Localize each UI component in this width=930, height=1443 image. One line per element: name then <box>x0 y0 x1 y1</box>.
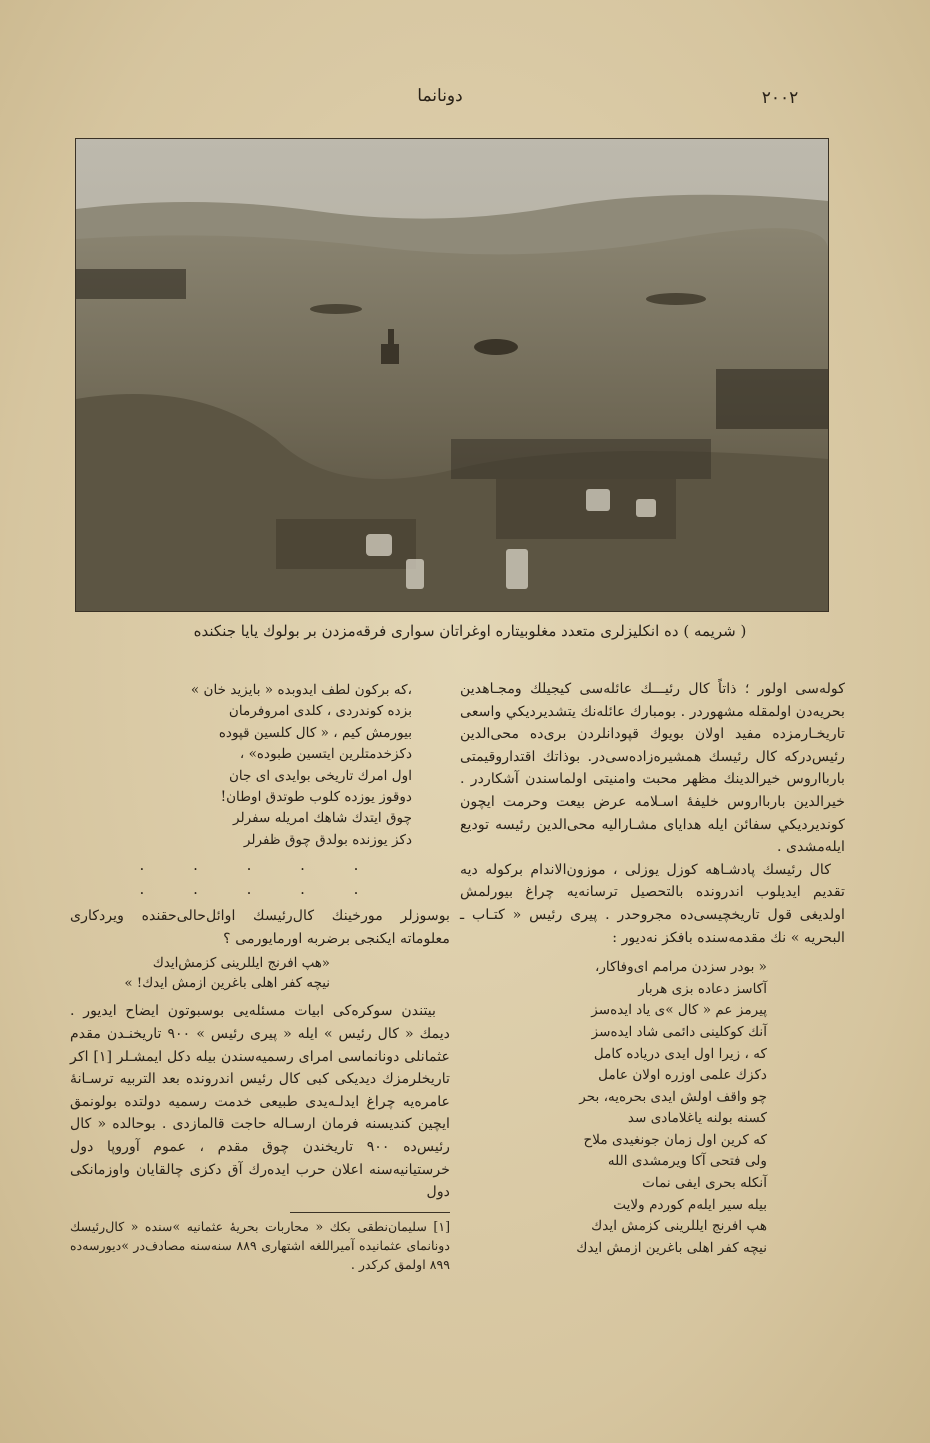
right-paragraph-2: كال رئيسك پادشـاهه كوزل يوزلى ، موزون‌الاندام بركوله ديه تقديم ايديلوب اندرونده بالتحصيل ترسانه‌يه چراغ بيورلمش اولديغى قول تاريخچيسى‌ده مجروحدر . پيرى رئيس « كتـاب ـ البحريه » نك مقدمه‌سنده بافكز نه‌ديور : <box>460 861 845 946</box>
poem-line: چو واقف اولش ايدى بحرەيە، بحر <box>579 1088 767 1105</box>
poem-line: چوق ايتدك شاهك امريله سفرلر <box>233 810 412 827</box>
poem-line: هپ افرنج ايللرينى كزمش ايدك <box>591 1218 767 1235</box>
cavalry-photograph <box>75 138 829 612</box>
poem-line: آنك كوكلينى دائمى شاد ايدەسز <box>591 1023 767 1040</box>
poem-line: پيرمز عم « كال »ى ياد ايدەسز <box>591 1002 767 1019</box>
poem-line: آنكله بحرى ايفى نمات <box>642 1175 767 1192</box>
footnote: [١] سليمان‌نطقى بكك « محاربات بحريهٔ عثمانيه »سنده « كال‌رئيسك دونانماى عثمانيده آميراللغه اشتهارى ۸۸۹ سنه‌سنه مصادف‌در »ديورسه‌ده ۸۹۹ اولمق كركدر . <box>70 1218 450 1272</box>
page-header-title: دونانما <box>417 86 463 106</box>
poem-line: بزده كوندردى ، كلدى امروفرمان <box>228 703 412 720</box>
poem-line: دكز يوزنده بولدق چوق ظفرلر <box>243 831 412 848</box>
couplet-line: «هپ افرنج ايللرينى كزمش‌ايدك <box>152 956 330 972</box>
couplet-line: نيچه كفر اهلى باغرين ازمش ايدك! » <box>124 976 330 992</box>
poem-line: بيله سير ايلەم كوردم ولايت <box>613 1196 767 1213</box>
footnote-rule <box>290 1212 450 1213</box>
right-paragraph-1: كوله‌سى اولور ؛ ذاتاً كال رئيـــك عائله‌سى كيجيلك ومجـاهدين بحريه‌دن اولمقله مشهوردر . بومبارك عائله‌نك يتشديرديكي واسعى تاريخـارمزده مفيد اولان بويوك قپودانلردن برى‌ده محى‌الدين رئيس‌دركه كال رئيسك همشيره‌زاده‌سى‌در. بوذاتك اقتداروقيمتى باربااروس خيرالدينك مظهر محبت وامنيتى اولماسندن آشكاردر . خيرالدين باربااروس خليفهٔ اسـلامه عرض بيعت وحرمت ايچون كونديرديكي سفائن ايله هدايای مشـاراليه محى‌الدين رئيسه توديع ايله‌مشدى . <box>460 681 845 856</box>
poem-line: ولى فتحى آكا ويرمشدى الله <box>607 1153 767 1170</box>
photo-caption: ( شریمه ) ده انکلیزلری متعدد مغلوبیتاره اوغراتان سواری فرقه‌مزدن بر بولوك يايا جنكنده <box>193 622 747 640</box>
poem-line: « بودر سزدن مرامم اى‌وفاكار، <box>594 959 767 976</box>
poem-line: نيچه كفر اهلى باغرين ازمش ايدك <box>576 1239 767 1256</box>
left-column <box>70 680 450 1274</box>
poem-line: كه كرين اول زمان جونغيدى ملاح <box>583 1131 767 1148</box>
poem-line: كسنه بولنه ياغلامادى سد <box>627 1110 767 1127</box>
photo-image <box>76 139 828 611</box>
left-paragraph-1: بوسوزلر مورخينك كال‌رئيسك اوائل‌حالى‌حقنده ويردكارى معلوماته ايكنجى برضربه اورمايورمى ؟ <box>70 908 450 947</box>
poem-line: اول امرك تاريخى بوايدى اى جان <box>228 767 412 784</box>
poem-line: بيورمش كيم ، « كال كلسين قپوده <box>218 724 412 741</box>
page-number: ۲۰۰۲ <box>761 88 799 108</box>
ellipsis-divider: . . . . . <box>139 880 381 899</box>
poem-line: دكزخدمتلرين ايتسين طبوده» ، <box>239 746 412 763</box>
left-couplet <box>70 954 450 994</box>
poem-line: ،كه بركون لطف ايدوبده « بايزيد خان » <box>190 682 412 698</box>
poem-line: كه ، زيرا اول ايدى درياده كامل <box>593 1045 767 1062</box>
poem-line: آكاسز دعاده بزى هربار <box>638 980 767 997</box>
poem-line: دوقوز يوزده كلوب طوتدق اوطان! <box>220 789 412 806</box>
right-poem <box>460 957 845 1259</box>
left-paragraph-2: بيتندن سوكره‌كى ابيات مسئله‌يى بوسبوتون ايضاح ايديور . ديمك « كال رئيس » ايله « پيرى رئيس » ۹۰۰ تاريخنـدن مقدم عثمانلى دونانماسى امراى رسميه‌سندن بيله دكل ايمشـلر [١] اكر تاريخلرمزك ديديكى كبى كال رئيس اندرونده بعد التربيه ترسـانهٔ عامره‌يه چراغ ايدلـه‌يدى طبيعى خدمت رسميه دولتده بولونمق ايچين كنديسنه فرمان ارسـاله حاجت قالمازدى . بوحالده « كال رئيس‌ده ۹۰۰ تاريخندن چوق مقدم ، عموم آوروپا دول خرستيانيه‌سنه اعلان حرب ايده‌رك آق دكزى چالقايان واوزمانكى دول <box>70 1003 450 1201</box>
poem-line: دكزك علمى اوزره اولان عامل <box>598 1067 767 1084</box>
right-column <box>460 678 845 1259</box>
left-poem <box>70 680 450 851</box>
ellipsis-divider: . . . . . <box>139 856 381 875</box>
